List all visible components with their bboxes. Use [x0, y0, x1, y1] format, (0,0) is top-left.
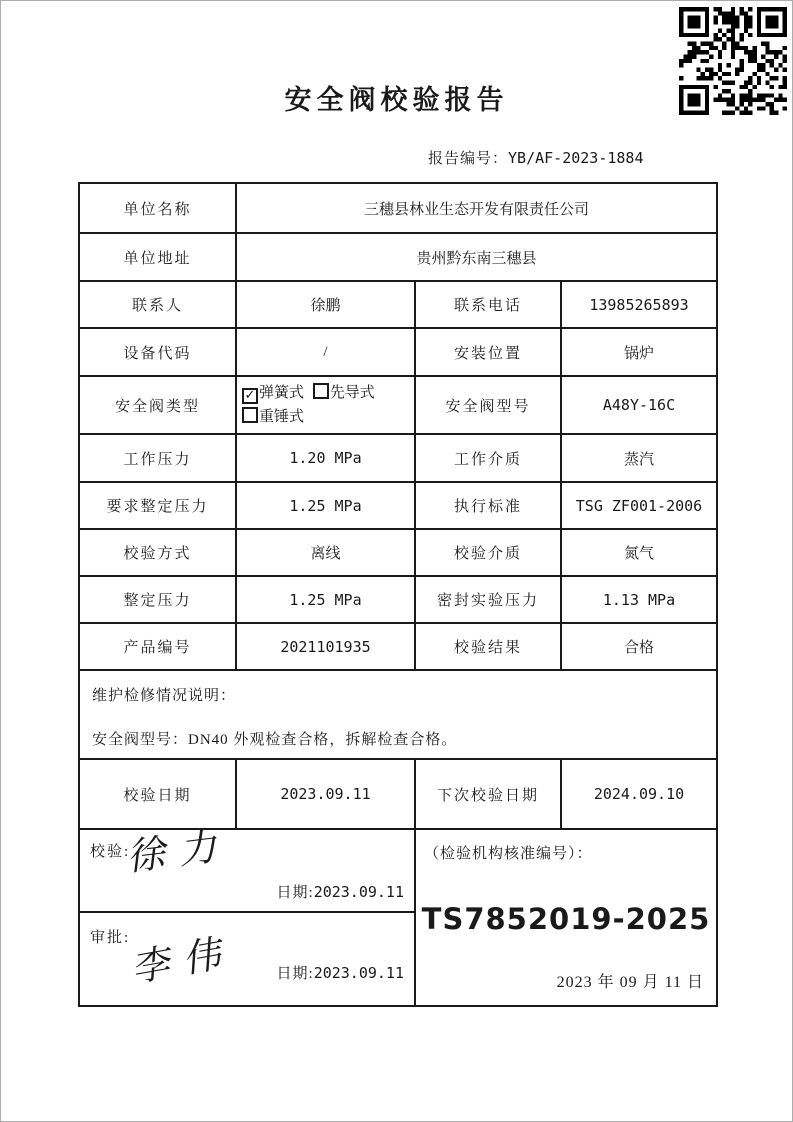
- field-value-cal-medium: 氮气: [561, 529, 717, 576]
- field-value-next-cal-date: 2024.09.10: [561, 759, 717, 829]
- calibrator-label: 校验:: [90, 844, 131, 860]
- row-method: [79, 529, 717, 576]
- field-value-cal-method: 离线: [236, 529, 415, 576]
- row-required-pressure: [79, 482, 717, 529]
- field-label-next-cal-date: 下次校验日期: [415, 759, 561, 829]
- field-label-phone: 联系电话: [415, 281, 561, 328]
- calibrator-signature: 徐力: [124, 824, 233, 880]
- org-code-value: TS7852019-2025: [421, 902, 711, 936]
- row-dates: [79, 759, 717, 829]
- field-label-cal-medium: 校验介质: [415, 529, 561, 576]
- maintenance-note-body: 安全阀型号：DN40 外观检查合格，拆解检查合格。: [92, 732, 458, 748]
- field-label-contact: 联系人: [79, 281, 236, 328]
- row-device: [79, 328, 717, 376]
- approval-org-cell: [415, 829, 717, 1006]
- field-value-work-pressure: 1.20 MPa: [236, 434, 415, 482]
- row-contact: [79, 281, 717, 328]
- row-maintenance-note: [79, 670, 717, 759]
- field-label-standard: 执行标准: [415, 482, 561, 529]
- field-label-valve-model: 安全阀型号: [415, 376, 561, 434]
- field-label-cal-method: 校验方式: [79, 529, 236, 576]
- field-value-phone: 13985265893: [561, 281, 717, 328]
- valve-type-option-spring: [242, 385, 304, 401]
- field-value-work-medium: 蒸汽: [561, 434, 717, 482]
- report-table: [78, 182, 718, 1007]
- field-value-result: 合格: [561, 623, 717, 670]
- report-number-value: YB/AF-2023-1884: [508, 149, 644, 167]
- row-unit-name: [79, 183, 717, 233]
- field-value-device-code: /: [236, 328, 415, 376]
- valve-type-options: [236, 376, 415, 434]
- calibrator-sign-cell: [79, 824, 415, 912]
- checkbox-empty-icon: [242, 407, 258, 423]
- field-label-seal-pressure: 密封实验压力: [415, 576, 561, 623]
- issue-date: 2023 年 09 月 11 日: [556, 974, 704, 991]
- field-value-standard: TSG ZF001-2006: [561, 482, 717, 529]
- checkbox-checked-icon: ✓: [242, 388, 258, 404]
- field-label-unit-name: 单位名称: [79, 183, 236, 233]
- row-working: [79, 434, 717, 482]
- field-label-cal-date: 校验日期: [79, 759, 236, 829]
- org-code-label: （检验机构核准编号）：: [424, 846, 593, 862]
- valve-type-option-pilot-label: 先导式: [329, 385, 375, 401]
- field-value-cal-date: 2023.09.11: [236, 759, 415, 829]
- calibrator-date-value: 2023.09.11: [313, 883, 404, 901]
- field-value-req-set-pressure: 1.25 MPa: [236, 482, 415, 529]
- field-label-set-pressure: 整定压力: [79, 576, 236, 623]
- row-calibrator-sign: [79, 829, 717, 912]
- page-title: 安全阀校验报告: [284, 85, 509, 115]
- field-label-work-pressure: 工作压力: [79, 434, 236, 482]
- approver-date: [277, 962, 404, 983]
- row-valve-type: [79, 376, 717, 434]
- report-number: [428, 147, 643, 168]
- valve-type-option-spring-label: 弹簧式: [259, 385, 305, 401]
- row-set-pressure: [79, 576, 717, 623]
- field-label-req-set-pressure: 要求整定压力: [79, 482, 236, 529]
- valve-type-line2: [242, 405, 412, 429]
- row-product: [79, 623, 717, 670]
- field-value-valve-model: A48Y-16C: [561, 376, 717, 434]
- approver-sign-cell: [79, 912, 415, 1006]
- approver-date-value: 2023.09.11: [313, 964, 404, 982]
- calibrator-date: [277, 881, 404, 902]
- row-unit-address: [79, 233, 717, 281]
- calibrator-date-label: 日期:: [276, 885, 314, 901]
- approver-signature: 李伟: [127, 931, 238, 991]
- report-number-label: 报告编号：: [428, 151, 509, 167]
- valve-type-option-weight: [242, 409, 304, 425]
- maintenance-note: [79, 670, 717, 759]
- valve-type-option-weight-label: 重锤式: [259, 409, 305, 425]
- approver-date-label: 日期:: [276, 966, 314, 982]
- field-label-product-no: 产品编号: [79, 623, 236, 670]
- field-label-result: 校验结果: [415, 623, 561, 670]
- field-value-install-pos: 锅炉: [561, 328, 717, 376]
- field-label-install-pos: 安装位置: [415, 328, 561, 376]
- field-value-unit-address: 贵州黔东南三穗县: [236, 233, 717, 281]
- approver-label: 审批:: [90, 930, 131, 946]
- field-label-work-medium: 工作介质: [415, 434, 561, 482]
- maintenance-note-title: 维护检修情况说明：: [92, 688, 237, 704]
- field-value-unit-name: 三穗县林业生态开发有限责任公司: [236, 183, 717, 233]
- valve-type-option-pilot: [313, 385, 375, 401]
- checkbox-empty-icon: [313, 383, 329, 399]
- field-label-valve-type: 安全阀类型: [79, 376, 236, 434]
- field-label-unit-address: 单位地址: [79, 233, 236, 281]
- field-label-device-code: 设备代码: [79, 328, 236, 376]
- valve-type-line1: [242, 381, 412, 405]
- field-value-set-pressure: 1.25 MPa: [236, 576, 415, 623]
- field-value-seal-pressure: 1.13 MPa: [561, 576, 717, 623]
- field-value-product-no: 2021101935: [236, 623, 415, 670]
- field-value-contact: 徐鹏: [236, 281, 415, 328]
